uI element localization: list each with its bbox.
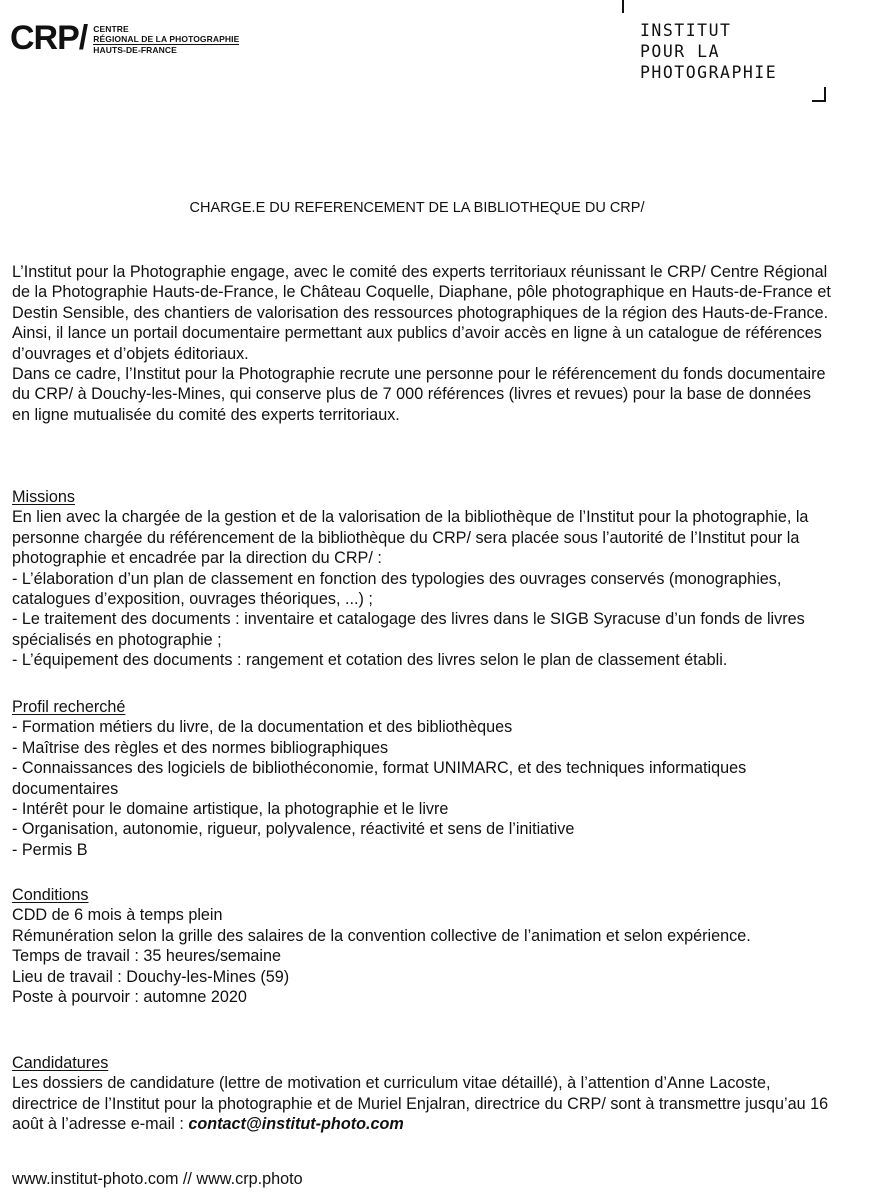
conditions-line: Lieu de travail : Douchy-les-Mines (59) [12, 967, 290, 986]
document-title: CHARGE.E DU REFERENCEMENT DE LA BIBLIOTHEQUE DU CRP/ [189, 200, 645, 216]
candidatures-body: Les dossiers de candidature (lettre de motivation et curriculum vitae détaillé), à l’attention d’Anne Lacoste, directrice de l’Institut pour la photographie et de Muriel Enjalran, directrice du CRP/ sont à transmettre jusqu’au 16 août à l’adresse e-mail : [12, 1074, 829, 1134]
intro-paragraph: Dans ce cadre, l’Institut pour la Photographie recrute une personne pour le référencement du fonds documentaire du CRP/ à Douchy-les-Mines, qui conserve plus de 7 000 références (livres et revues) pour la base de données en ligne mutualisée du comité des experts territoriaux. [12, 365, 826, 424]
intro-section [12, 262, 832, 425]
crp-logo [10, 20, 239, 56]
footer-links[interactable]: www.institut-photo.com // www.crp.photo [12, 1170, 303, 1188]
intro-paragraph: Ainsi, il lance un portail documentaire permettant aux publics d’avoir accès en ligne à un catalogue de références d’ouvrages et d’objets éditoriaux. [12, 324, 822, 363]
institut-logo-line: PHOTOGRAPHIE [640, 63, 778, 82]
candidatures-section [12, 1053, 832, 1135]
profil-line: - Intérêt pour le domaine artistique, la photographie et le livre [12, 800, 449, 819]
missions-section [12, 487, 832, 671]
conditions-section [12, 885, 832, 1007]
profil-section [12, 697, 832, 860]
institut-logo [622, 0, 826, 104]
profil-line: - Formation métiers du livre, de la documentation et des bibliothèques [12, 718, 513, 737]
missions-line: - L’élaboration d’un plan de classement en fonction des typologies des ouvrages conservés (monographies, catalogues d’exposition, ouvrages théoriques, ...) ; [12, 569, 782, 609]
profil-line: - Maîtrise des règles et des normes bibliographiques [12, 738, 389, 757]
missions-heading: Missions [12, 488, 75, 506]
institut-logo-line: INSTITUT [640, 21, 732, 40]
intro-paragraph: L’Institut pour la Photographie engage, avec le comité des experts territoriaux réunissant le CRP/ Centre Régional de la Photographie Hauts-de-France, le Château Coquelle, Diaphane, pôle photographique en Hauts-de-France et Destin Sensible, des chantiers de valorisation des ressources photographiques de la région des Hauts-de-France. [12, 263, 831, 322]
candidatures-text [12, 1073, 832, 1134]
conditions-line: Rémunération selon la grille des salaires de la convention collective de l’animation et selon expérience. [12, 926, 751, 945]
crp-logo-subtitle [93, 22, 239, 55]
candidatures-heading: Candidatures [12, 1054, 109, 1072]
profil-heading: Profil recherché [12, 698, 126, 716]
missions-line: - Le traitement des documents : inventaire et catalogage des livres dans le SIGB Syracuse d’un fonds de livres spécialisés en photographie ; [12, 610, 805, 649]
contact-email-link[interactable]: contact@institut-photo.com [188, 1115, 404, 1134]
crp-logo-line: CENTRE [93, 23, 129, 34]
profil-line: - Organisation, autonomie, rigueur, polyvalence, réactivité et sens de l’initiative [12, 820, 575, 839]
profil-line: - Permis B [12, 840, 88, 859]
missions-line: En lien avec la chargée de la gestion et de la valorisation de la bibliothèque de l’Institut pour la photographie, la personne chargée du référencement de la bibliothèque du CRP/ sera placée sous l’autorité de l’Institut pour la photographie et encadrée par la direction du CRP/ : [12, 508, 809, 568]
conditions-heading: Conditions [12, 886, 89, 904]
institut-logo-text [640, 20, 777, 83]
crp-logo-line: RÉGIONAL DE LA PHOTOGRAPHIE [93, 33, 240, 44]
profil-line: - Connaissances des logiciels de bibliothéconomie, format UNIMARC, et des techniques informatiques documentaires [12, 759, 747, 798]
crp-logo-line: HAUTS-DE-FRANCE [93, 44, 177, 55]
conditions-line: Temps de travail : 35 heures/semaine [12, 947, 282, 966]
conditions-line: Poste à pourvoir : automne 2020 [12, 988, 247, 1007]
crp-logo-mark: CRP/ [10, 19, 88, 57]
logo-corner-top-left [622, 0, 636, 13]
missions-line: - L’équipement des documents : rangement et cotation des livres selon le plan de classement établi. [12, 651, 728, 670]
logo-corner-bottom-right [812, 87, 826, 102]
conditions-line: CDD de 6 mois à temps plein [12, 906, 223, 925]
institut-logo-line: POUR LA [640, 42, 721, 61]
